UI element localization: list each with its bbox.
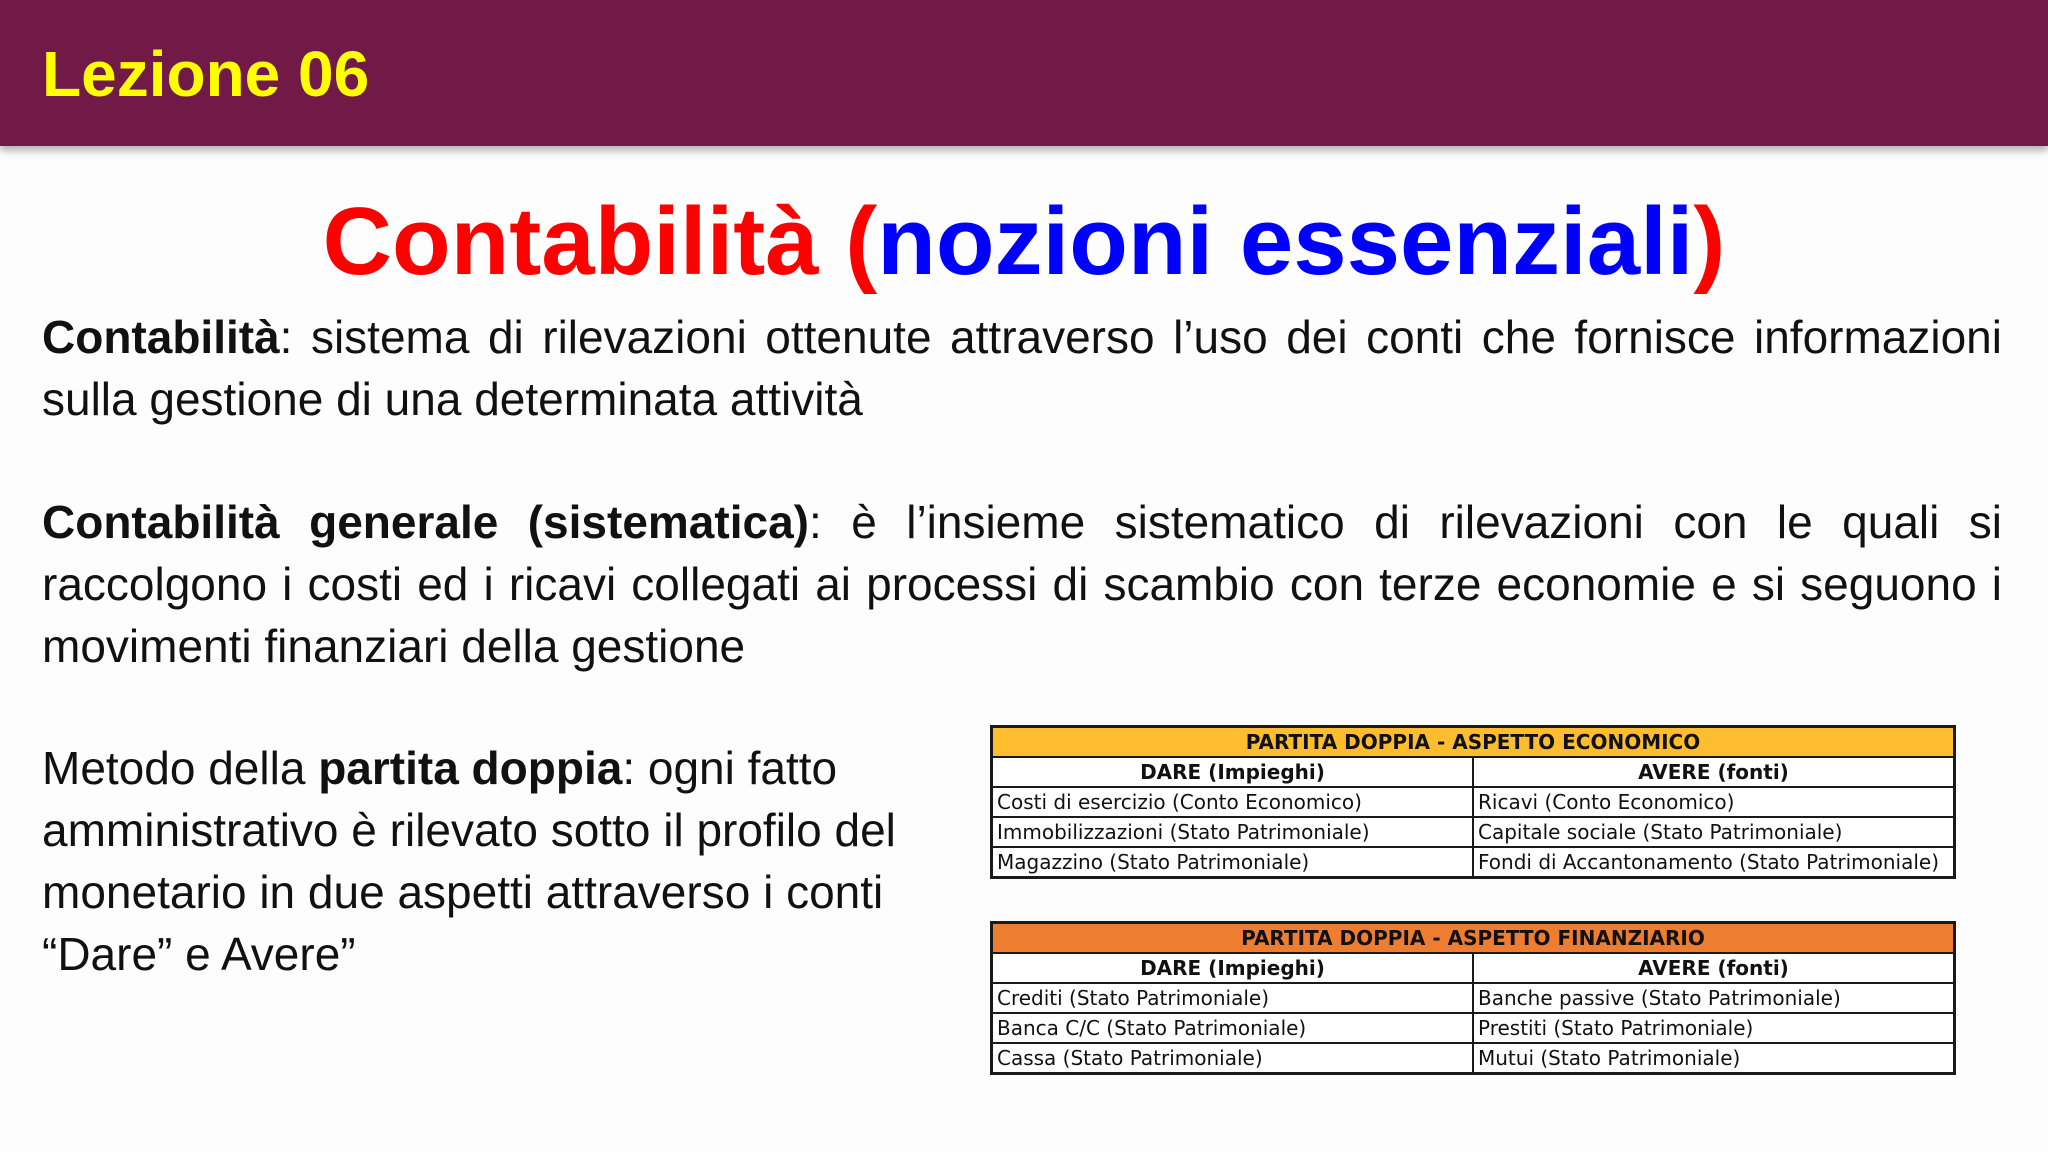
table-cell-dare: Magazzino (Stato Patrimoniale) — [992, 847, 1474, 878]
table-cell-avere: Banche passive (Stato Patrimoniale) — [1473, 983, 1955, 1013]
table-aspetto-economico — [990, 725, 1956, 879]
table-caption: PARTITA DOPPIA - ASPETTO ECONOMICO — [992, 727, 1955, 758]
table-row — [992, 1043, 1955, 1074]
column-header-dare: DARE (Impieghi) — [992, 953, 1474, 983]
column-header-avere: AVERE (fonti) — [1473, 953, 1955, 983]
table-row — [992, 817, 1955, 847]
definition-text: : è l’insieme sistematico di rilevazioni con le quali si raccolgono i costi ed i ricavi collegati ai processi di scambio con terze economie e si seguono i movimenti finanziari della gestione — [42, 496, 2002, 672]
table-cell-dare: Costi di esercizio (Conto Economico) — [992, 787, 1474, 817]
table-row — [992, 847, 1955, 878]
lesson-label: Lezione 06 — [42, 38, 370, 110]
page-title — [0, 186, 2048, 298]
title-close-paren: ) — [1693, 188, 1726, 295]
title-main: Contabilità — [322, 188, 819, 295]
header-bar — [0, 0, 2048, 146]
column-header-avere: AVERE (fonti) — [1473, 757, 1955, 787]
table-cell-avere: Ricavi (Conto Economico) — [1473, 787, 1955, 817]
table-caption: PARTITA DOPPIA - ASPETTO FINANZIARIO — [992, 923, 1955, 954]
table-row — [992, 983, 1955, 1013]
definition-contabilita — [42, 306, 2002, 430]
table-cell-dare: Cassa (Stato Patrimoniale) — [992, 1043, 1474, 1074]
table-cell-avere: Mutui (Stato Patrimoniale) — [1473, 1043, 1955, 1074]
title-subtitle: nozioni essenziali — [877, 188, 1694, 295]
definition-term: Contabilità generale (sistematica) — [42, 496, 809, 548]
definition-text: : sistema di rilevazioni ottenute attraverso l’uso dei conti che fornisce informazioni sulla gestione di una determinata attività — [42, 311, 2002, 425]
definition-term: partita doppia — [318, 742, 623, 794]
definition-partita-doppia — [42, 737, 942, 985]
column-header-dare: DARE (Impieghi) — [992, 757, 1474, 787]
table-aspetto-finanziario — [990, 921, 1956, 1075]
definition-prefix: Metodo della — [42, 742, 319, 794]
table-row — [992, 787, 1955, 817]
table-cell-avere: Capitale sociale (Stato Patrimoniale) — [1473, 817, 1955, 847]
table-row — [992, 1013, 1955, 1043]
definition-text: : ogni fatto amministrativo è rilevato sotto il profilo del monetario in due aspetti attraverso i conti “Dare” e Avere” — [42, 742, 896, 980]
definition-contabilita-generale — [42, 491, 2002, 677]
table-cell-dare: Banca C/C (Stato Patrimoniale) — [992, 1013, 1474, 1043]
table-cell-avere: Prestiti (Stato Patrimoniale) — [1473, 1013, 1955, 1043]
title-open-paren: ( — [845, 188, 878, 295]
table-cell-dare: Crediti (Stato Patrimoniale) — [992, 983, 1474, 1013]
definition-term: Contabilità — [42, 311, 280, 363]
table-cell-dare: Immobilizzazioni (Stato Patrimoniale) — [992, 817, 1474, 847]
table-cell-avere: Fondi di Accantonamento (Stato Patrimoniale) — [1473, 847, 1955, 878]
